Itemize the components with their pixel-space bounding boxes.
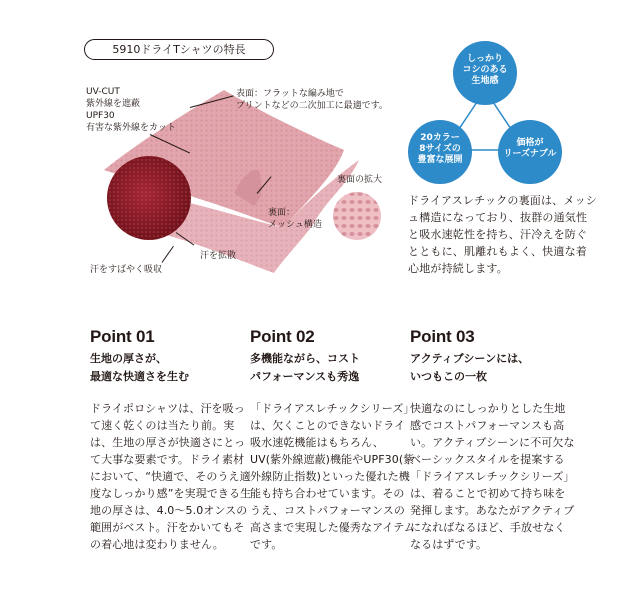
- point-01: [90, 327, 255, 553]
- uv-label: UV-CUT 紫外線を遮蔽 UPF30 有害な紫外線をカット: [86, 87, 176, 133]
- point-subtitle: アクティブシーンには、 いつもこの一枚: [410, 352, 530, 383]
- mesh-zoom-circle: [333, 192, 381, 240]
- point-03: [410, 327, 575, 553]
- diffuse-label: 汗を拡散: [200, 251, 237, 261]
- surface-label: 表面：フラットな編み地で プリントなどの二次加工に最適です。: [236, 89, 388, 111]
- point-body: ドライポロシャツは、汗を吸って速く乾くのは当たり前。実は、生地の厚さが快適さにとって大事な要素です。ドライ素材において、“快適で、そのうえ適度なしっかり感”を実現できる生地の厚さは、4.0〜5.0オンスの範囲がベスト。汗をかいてもその着心地は変わりません。: [90, 402, 252, 551]
- point-body: 快適なのにしっかりとした生地感でコストパフォーマンスも高い。アクティブシーンに不可欠なベーシックスタイルを提案する「ドライアスレチックシリーズ」は、着ることで初めて持ち味を発揮します。あなたがアクティブになればなるほど、手放せなくなるはずです。: [410, 402, 575, 551]
- point-02: [250, 327, 415, 553]
- feature-left-text: 20カラー 8サイズの 豊富な展開: [417, 133, 463, 165]
- feature-top-text: しっかり コシのある 生地感: [462, 54, 508, 86]
- back-enlarge-label: 裏面の拡大: [337, 175, 383, 185]
- point-subtitle: 多機能ながら、コスト パフォーマンスも秀逸: [250, 352, 360, 383]
- mesh-description: ドライアスレチックの裏面は、メッシュ構造になっており、抜群の通気性と吸水速乾性を持ち、汗冷えを防ぐとともに、肌離れもよく、快適な着心地が持続します。: [408, 194, 597, 275]
- point-title: Point 03: [410, 327, 475, 346]
- point-title: Point 01: [90, 327, 155, 346]
- point-title: Point 02: [250, 327, 315, 346]
- back-label: 裏面： メッシュ構造: [268, 208, 322, 230]
- absorb-label: 汗をすばやく吸収: [90, 265, 163, 275]
- feature-right-text: 価格が リーズナブル: [503, 138, 557, 159]
- section-title: 5910ドライTシャツの特長: [84, 39, 274, 60]
- point-body: 「ドライアスレチックシリーズ」は、欠くことのできないドライ吸水速乾機能はもちろん、UV(紫外線遮蔽)機能やUPF30(紫外線防止指数)といった優れた機能も持ち合わせています。そのうえ、コストパフォーマンスの高さまで実現した優秀なアイテムです。: [250, 402, 415, 551]
- point-subtitle: 生地の厚さが、 最適な快適さを生む: [90, 352, 189, 383]
